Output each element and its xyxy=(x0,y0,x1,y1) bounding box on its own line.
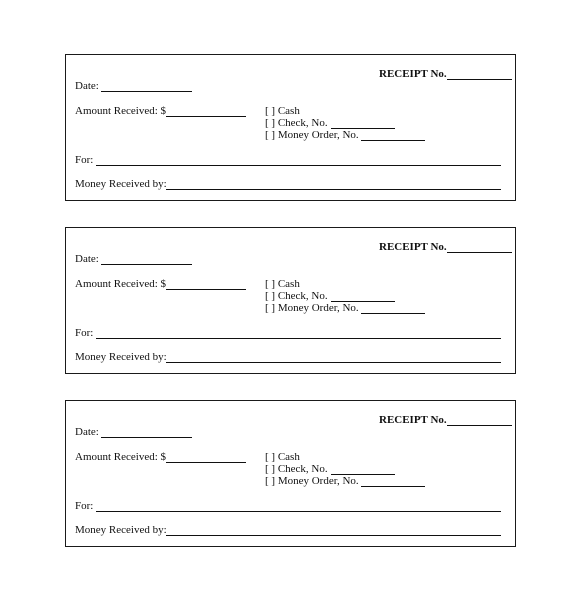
for-field[interactable] xyxy=(96,511,501,512)
amount-received-label: Amount Received: $ xyxy=(75,278,167,290)
amount-received-label: Amount Received: $ xyxy=(75,105,167,117)
date-label: Date: xyxy=(75,426,99,438)
receipt-number-label: RECEIPT No. xyxy=(379,414,447,426)
for-label: For: xyxy=(75,154,94,166)
money-order-number-field[interactable] xyxy=(361,140,425,141)
money-received-by-label: Money Received by: xyxy=(75,524,167,536)
cash-option[interactable]: [ ] Cash xyxy=(265,278,300,290)
for-field[interactable] xyxy=(96,338,501,339)
date-field[interactable] xyxy=(101,437,192,438)
receipt-form-1 xyxy=(65,54,516,201)
money-order-option[interactable]: [ ] Money Order, No. xyxy=(265,302,359,314)
date-label: Date: xyxy=(75,253,99,265)
receipt-form-3 xyxy=(65,400,516,547)
amount-received-field[interactable] xyxy=(166,462,246,463)
check-option[interactable]: [ ] Check, No. xyxy=(265,463,328,475)
receipt-form-2 xyxy=(65,227,516,374)
for-label: For: xyxy=(75,500,94,512)
receipt-number-field[interactable] xyxy=(447,79,512,80)
amount-received-field[interactable] xyxy=(166,116,246,117)
money-received-by-label: Money Received by: xyxy=(75,178,167,190)
money-order-option[interactable]: [ ] Money Order, No. xyxy=(265,475,359,487)
money-received-by-label: Money Received by: xyxy=(75,351,167,363)
receipt-number-label: RECEIPT No. xyxy=(379,241,447,253)
amount-received-field[interactable] xyxy=(166,289,246,290)
date-label: Date: xyxy=(75,80,99,92)
money-received-by-field[interactable] xyxy=(166,535,501,536)
check-option[interactable]: [ ] Check, No. xyxy=(265,290,328,302)
money-order-number-field[interactable] xyxy=(361,486,425,487)
amount-received-label: Amount Received: $ xyxy=(75,451,167,463)
for-label: For: xyxy=(75,327,94,339)
date-field[interactable] xyxy=(101,264,192,265)
cash-option[interactable]: [ ] Cash xyxy=(265,105,300,117)
receipt-number-label: RECEIPT No. xyxy=(379,68,447,80)
receipt-number-field[interactable] xyxy=(447,252,512,253)
receipt-number-field[interactable] xyxy=(447,425,512,426)
money-received-by-field[interactable] xyxy=(166,189,501,190)
money-received-by-field[interactable] xyxy=(166,362,501,363)
money-order-number-field[interactable] xyxy=(361,313,425,314)
cash-option[interactable]: [ ] Cash xyxy=(265,451,300,463)
date-field[interactable] xyxy=(101,91,192,92)
money-order-option[interactable]: [ ] Money Order, No. xyxy=(265,129,359,141)
check-option[interactable]: [ ] Check, No. xyxy=(265,117,328,129)
for-field[interactable] xyxy=(96,165,501,166)
